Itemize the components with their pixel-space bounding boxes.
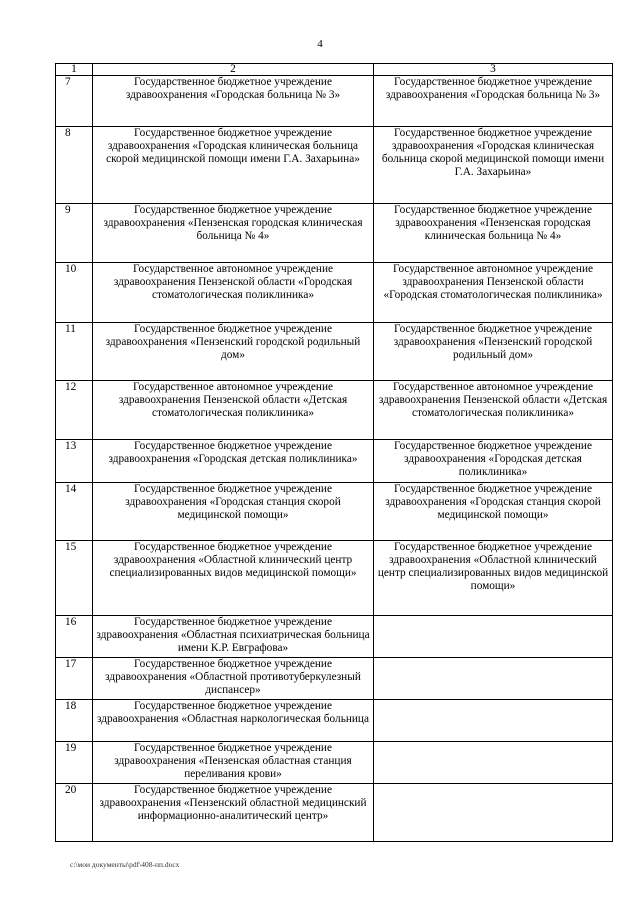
footer-file-path: c:\мои документы\pdf\408-пп.docx [70,860,180,869]
institution-name-col3: Государственное бюджетное учреждение здравоохранения «Городская детская поликлиника» [374,440,613,483]
institution-name-col2: Государственное бюджетное учреждение здравоохранения «Пензенский городской родильный дом» [93,323,374,381]
table-row [56,323,613,381]
row-number: 8 [56,127,93,204]
table-row [56,263,613,323]
institutions-table [55,63,613,842]
table-row [56,742,613,784]
institution-name-col2: Государственное автономное учреждение здравоохранения Пензенской области «Городская стоматологическая поликлиника» [93,263,374,323]
table-row [56,541,613,616]
table-row [56,658,613,700]
table-row [56,381,613,440]
table-row [56,440,613,483]
institution-name-col3: Государственное бюджетное учреждение здравоохранения «Пензенская городская клиническая больница № 4» [374,204,613,263]
institution-name-col3 [374,784,613,842]
institution-name-col2: Государственное бюджетное учреждение здравоохранения «Пензенский областной медицинский информационно-аналитический центр» [93,784,374,842]
table-header-row [56,64,613,76]
row-number: 9 [56,204,93,263]
institution-name-col2: Государственное бюджетное учреждение здравоохранения «Областная психиатрическая больница имени К.Р. Евграфова» [93,616,374,658]
row-number: 7 [56,76,93,127]
row-number: 11 [56,323,93,381]
institution-name-col3: Государственное автономное учреждение здравоохранения Пензенской области «Детская стоматологическая поликлиника» [374,381,613,440]
institution-name-col3: Государственное бюджетное учреждение здравоохранения «Городская станция скорой медицинской помощи» [374,483,613,541]
institution-name-col3: Государственное бюджетное учреждение здравоохранения «Пензенский городской родильный дом» [374,323,613,381]
table-row [56,616,613,658]
institution-name-col2: Государственное бюджетное учреждение здравоохранения «Городская детская поликлиника» [93,440,374,483]
row-number: 17 [56,658,93,700]
institution-name-col2: Государственное бюджетное учреждение здравоохранения «Городская больница № 3» [93,76,374,127]
institution-name-col3: Государственное бюджетное учреждение здравоохранения «Областной клинический центр специализированных видов медицинской помощи» [374,541,613,616]
institution-name-col2: Государственное автономное учреждение здравоохранения Пензенской области «Детская стоматологическая поликлиника» [93,381,374,440]
table-row [56,76,613,127]
institution-name-col2: Государственное бюджетное учреждение здравоохранения «Областной противотуберкулезный диспансер» [93,658,374,700]
row-number: 14 [56,483,93,541]
institution-name-col3: Государственное автономное учреждение здравоохранения Пензенской области «Городская стоматологическая поликлиника» [374,263,613,323]
institution-name-col2: Государственное бюджетное учреждение здравоохранения «Пензенская областная станция переливания крови» [93,742,374,784]
institution-name-col3 [374,700,613,742]
row-number: 20 [56,784,93,842]
row-number: 12 [56,381,93,440]
row-number: 18 [56,700,93,742]
header-cell-1: 1 [56,64,93,76]
institution-name-col3: Государственное бюджетное учреждение здравоохранения «Городская клиническая больница скорой медицинской помощи имени Г.А. Захарьина» [374,127,613,204]
institution-name-col2: Государственное бюджетное учреждение здравоохранения «Областная наркологическая больница [93,700,374,742]
institution-name-col2: Государственное бюджетное учреждение здравоохранения «Городская клиническая больница скорой медицинской помощи имени Г.А. Захарьина» [93,127,374,204]
table-row [56,127,613,204]
row-number: 15 [56,541,93,616]
table-row [56,483,613,541]
row-number: 13 [56,440,93,483]
institution-name-col3 [374,658,613,700]
table-row [56,784,613,842]
row-number: 10 [56,263,93,323]
institution-name-col2: Государственное бюджетное учреждение здравоохранения «Городская станция скорой медицинской помощи» [93,483,374,541]
institution-name-col3 [374,742,613,784]
header-cell-2: 2 [93,64,374,76]
row-number: 16 [56,616,93,658]
row-number: 19 [56,742,93,784]
institution-name-col3: Государственное бюджетное учреждение здравоохранения «Городская больница № 3» [374,76,613,127]
institution-name-col2: Государственное бюджетное учреждение здравоохранения «Областной клинический центр специализированных видов медицинской помощи» [93,541,374,616]
header-cell-3: 3 [374,64,613,76]
institution-name-col2: Государственное бюджетное учреждение здравоохранения «Пензенская городская клиническая больница № 4» [93,204,374,263]
page-number: 4 [317,38,323,50]
table-row [56,700,613,742]
institution-name-col3 [374,616,613,658]
table-row [56,204,613,263]
